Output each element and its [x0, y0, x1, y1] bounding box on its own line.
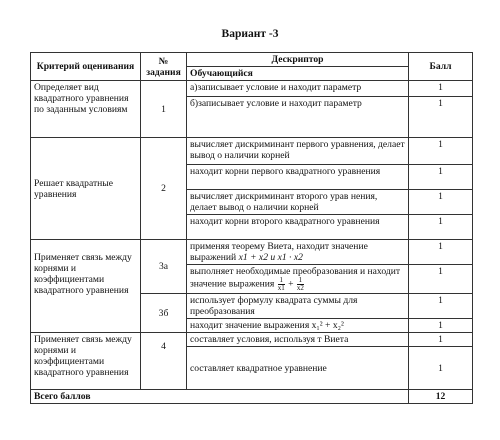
table-row [31, 138, 473, 165]
score-cell: 1 [409, 97, 473, 138]
score-cell: 1 [409, 81, 473, 97]
descriptor-cell: использует формулу квадрата суммы для преобразования [187, 294, 409, 319]
header-criterion: Критерий оценивания [31, 53, 141, 81]
header-descriptor: Дескриптор [187, 53, 409, 67]
descriptor-cell: применяя теорему Виета, находит значение выражений x1 + x2 и x1 · x2 [187, 240, 409, 265]
descriptor-cell: а)записывает условие и находит параметр [187, 81, 409, 97]
header-row [31, 53, 473, 67]
criterion-cell: Применяет связь между корнями и коэффициентами квадратного уравнения [31, 333, 141, 390]
score-cell: 1 [409, 215, 473, 240]
task-number: 3а [141, 240, 187, 294]
grading-table [30, 52, 473, 404]
score-cell: 1 [409, 138, 473, 165]
score-cell: 1 [409, 319, 473, 333]
score-cell: 1 [409, 294, 473, 319]
descriptor-cell: находит корни первого квадратного уравнения [187, 165, 409, 190]
fraction-1: $\frac{1}{x1}$ [277, 276, 285, 292]
math-expression: x1 + x2 и x1 · x2 [238, 252, 303, 263]
score-cell: 1 [409, 347, 473, 390]
criterion-text: Применяет связь между корнями и коэффициентами квадратного уравнения [34, 252, 132, 296]
criterion-cell [31, 138, 141, 240]
descriptor-cell: составляет условия, используя т Виета [187, 333, 409, 347]
descriptor-cell: вычисляет дискриминант первого уравнения, делает вывод о наличии корней [187, 138, 409, 165]
total-row [31, 390, 473, 404]
task-number: 1 [141, 81, 187, 138]
task-number: 4 [141, 333, 187, 390]
score-cell: 1 [409, 240, 473, 265]
page-title: Вариант -3 [221, 28, 279, 40]
descriptor-cell: составляет квадратное уравнение [187, 347, 409, 390]
criterion-text: Решает квадратные уравнения [34, 177, 114, 200]
descriptor-cell: вычисляет дискриминант второго урав нения, делает вывод о наличии корней [187, 190, 409, 215]
descriptor-cell: б)записывает условие и находит параметр [187, 97, 409, 138]
criterion-cell: Определяет вид квадратного уравнения по заданным условиям [31, 81, 141, 138]
descriptor-cell: находит корни второго квадратного уравнения [187, 215, 409, 240]
header-task-no: № задания [141, 53, 187, 81]
table-row [31, 240, 473, 265]
total-label: Всего баллов [31, 390, 409, 404]
score-cell: 1 [409, 190, 473, 215]
score-cell: 1 [409, 165, 473, 190]
table-row [31, 81, 473, 97]
table-row [31, 333, 473, 347]
score-cell: 1 [409, 265, 473, 294]
header-score: Балл [409, 53, 473, 81]
criterion-cell [31, 240, 141, 333]
fraction-2: $\frac{1}{x2}$ [296, 276, 304, 292]
score-cell: 1 [409, 333, 473, 347]
descriptor-cell: находит значение выражения x₁² + x₂² [187, 319, 409, 333]
task-number: 3б [141, 294, 187, 333]
task-number: 2 [141, 138, 187, 240]
total-score: 12 [409, 390, 473, 404]
header-learner: Обучающийся [187, 67, 409, 81]
descriptor-cell: выполняет необходимые преобразования и находит значение выражения $\frac{1}{x1}$ + $\frac{1}{x2}$ [187, 265, 409, 294]
